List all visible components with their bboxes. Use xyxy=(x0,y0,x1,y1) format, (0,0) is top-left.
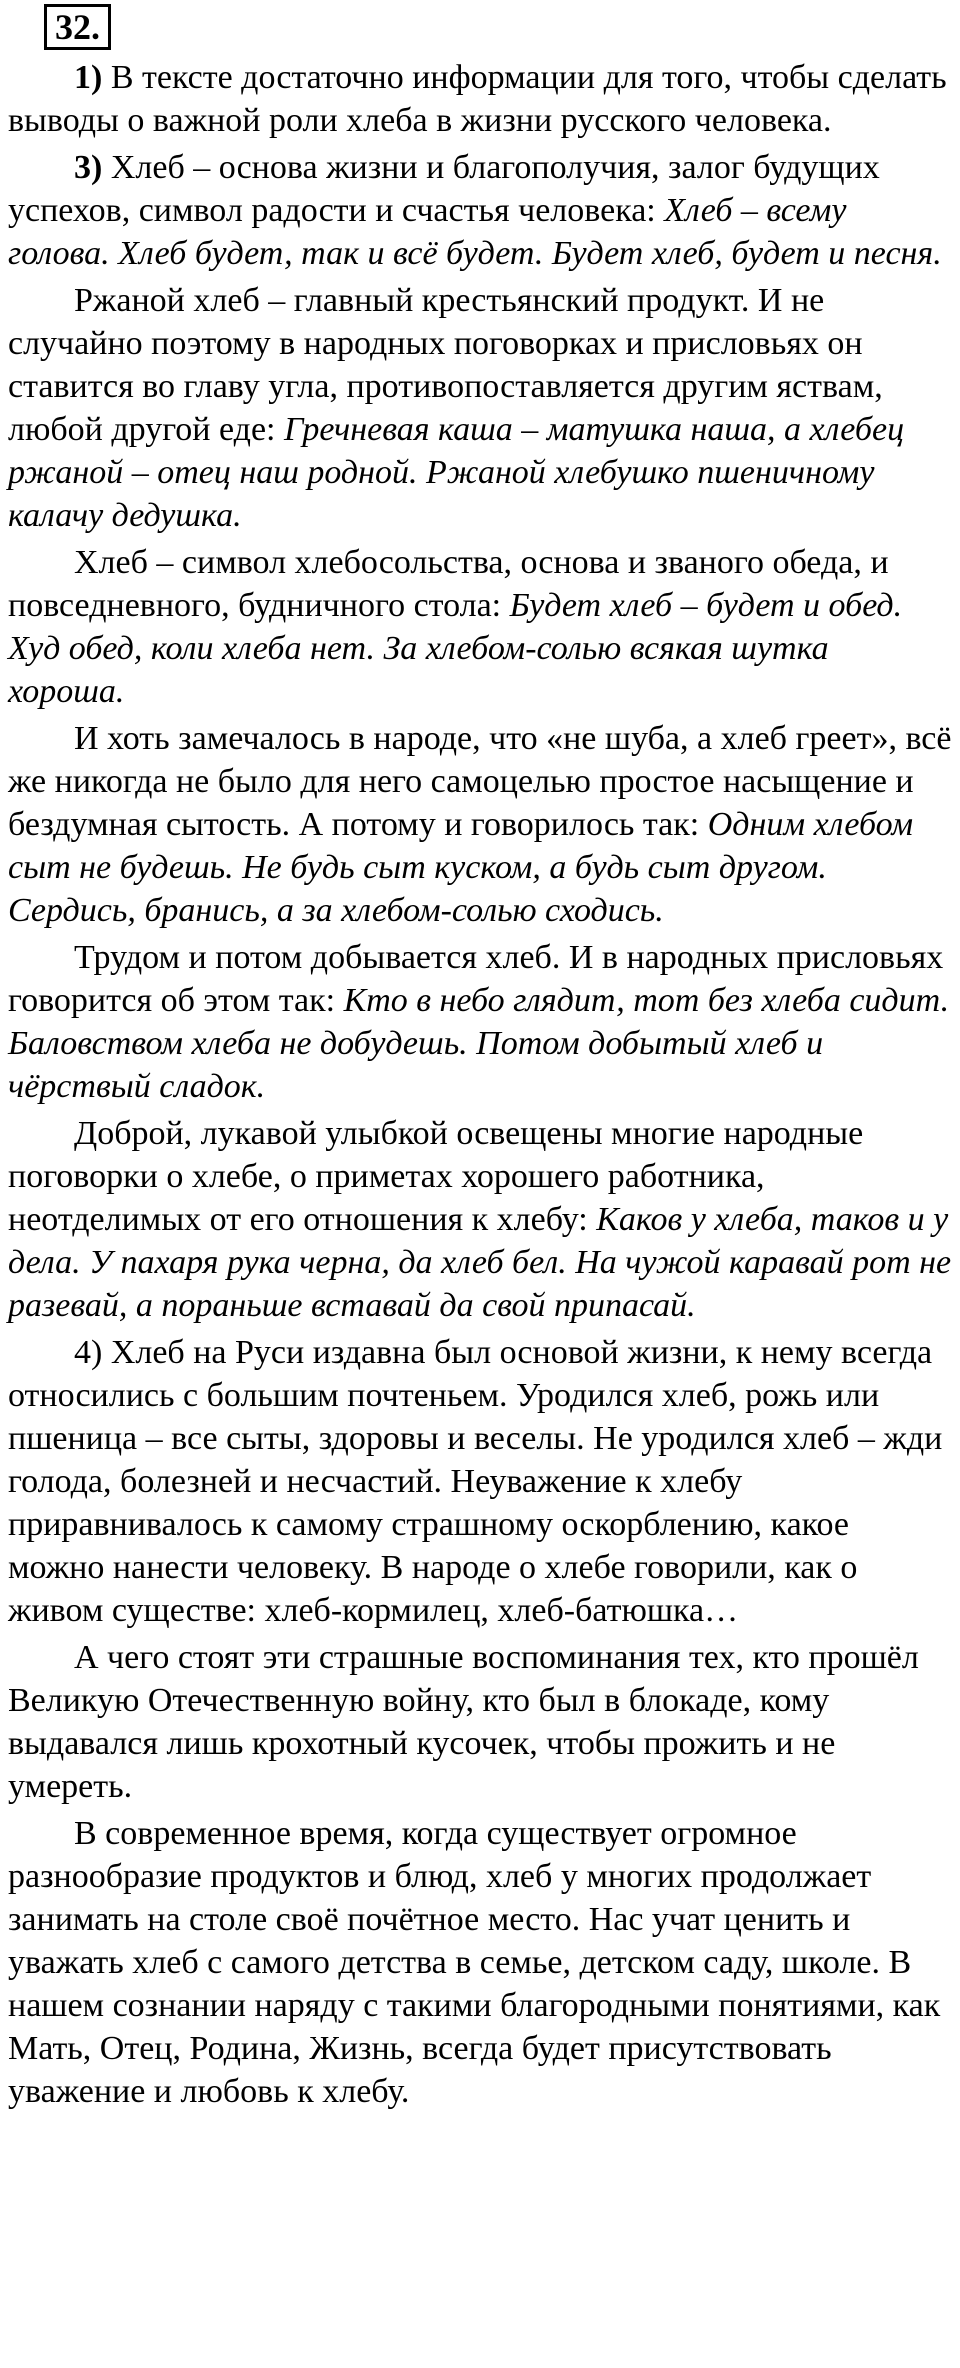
paragraph-text: 4) Хлеб на Руси издавна был основой жизни, к нему всегда относились с большим почтеньем. Уродился хлеб, рожь или пшеница – все сыты, здоровы и веселы. Не уродился хлеб – жди голода, болезней и несчастий. Неуважение к хлебу приравнивалось к самому страшному оскорблению, какое можно нанести человеку. В народе о хлебе говорили, как о живом существе: хлеб-кормилец, хлеб-батюшка… xyxy=(8,1334,943,1629)
paragraph xyxy=(8,1331,952,1632)
item-marker: 1) xyxy=(74,59,103,96)
proverb-quote: Одним хлебом сыт не будешь. Не будь сыт куском, а будь сыт другом. Сердись, бранись, а за хлебом-солью сходись. xyxy=(8,806,914,929)
answer-text xyxy=(8,56,952,2117)
paragraph-text: Ржаной хлеб – главный крестьянский продукт. И не случайно поэтому в народных поговорках и присловьях он ставится во главу угла, противопоставляется другим яствам, любой другой еде: xyxy=(8,282,883,448)
paragraph xyxy=(8,936,952,1108)
proverb-quote: Каков у хлеба, таков и у дела. У пахаря рука черна, да хлеб бел. На чужой каравай рот не разевай, а пораньше вставай да свой припасай. xyxy=(8,1201,952,1324)
paragraph-text: А чего стоят эти страшные воспоминания тех, кто прошёл Великую Отечественную войну, кто был в блокаде, кому выдавался лишь крохотный кусочек, чтобы прожить и не умереть. xyxy=(8,1639,919,1805)
proverb-quote: Кто в небо глядит, тот без хлеба сидит. Баловством хлеба не добудешь. Потом добытый хлеб и чёрствый сладок. xyxy=(8,982,950,1105)
paragraph-text: В тексте достаточно информации для того, чтобы сделать выводы о важной роли хлеба в жизни русского человека. xyxy=(8,59,947,139)
proverb-quote: Гречневая каша – матушка наша, а хлебец ржаной – отец наш родной. Ржаной хлебушко пшеничному калачу дедушка. xyxy=(8,411,905,534)
proverb-quote: Хлеб – всему голова. Хлеб будет, так и всё будет. Будет хлеб, будет и песня. xyxy=(8,192,942,272)
paragraph-text: И хоть замечалось в народе, что «не шуба, а хлеб греет», всё же никогда не было для него самоцелью простое насыщение и бездумная сытость. А потому и говорилось так: xyxy=(8,720,952,843)
paragraph xyxy=(8,717,952,932)
paragraph-text: Доброй, лукавой улыбкой освещены многие народные поговорки о хлебе, о приметах хорошего работника, неотделимых от его отношения к хлебу: xyxy=(8,1115,864,1238)
paragraph xyxy=(8,279,952,537)
paragraph xyxy=(8,1112,952,1327)
proverb-quote: Будет хлеб – будет и обед. Худ обед, коли хлеба нет. За хлебом-солью всякая шутка хороша. xyxy=(8,587,903,710)
paragraph xyxy=(8,1812,952,2113)
paragraph xyxy=(8,146,952,275)
task-number-box: 32. xyxy=(44,4,111,50)
paragraph-text: В современное время, когда существует огромное разнообразие продуктов и блюд, хлеб у многих продолжает занимать на столе своё почётное место. Нас учат ценить и уважать хлеб с самого детства в семье, детском саду, школе. В нашем сознании наряду с такими благородными понятиями, как Мать, Отец, Родина, Жизнь, всегда будет присутствовать уважение и любовь к хлебу. xyxy=(8,1815,941,2110)
paragraph-text: Хлеб – символ хлебосольства, основа и званого обеда, и повседневного, будничного стола: xyxy=(8,544,889,624)
paragraph-text: Хлеб – основа жизни и благополучия, залог будущих успехов, символ радости и счастья человека: xyxy=(8,149,880,229)
paragraph xyxy=(8,1636,952,1808)
paragraph-text: Трудом и потом добывается хлеб. И в народных присловьях говорится об этом так: xyxy=(8,939,944,1019)
paragraph xyxy=(8,541,952,713)
item-marker: 3) xyxy=(74,149,103,186)
paragraph xyxy=(8,56,952,142)
